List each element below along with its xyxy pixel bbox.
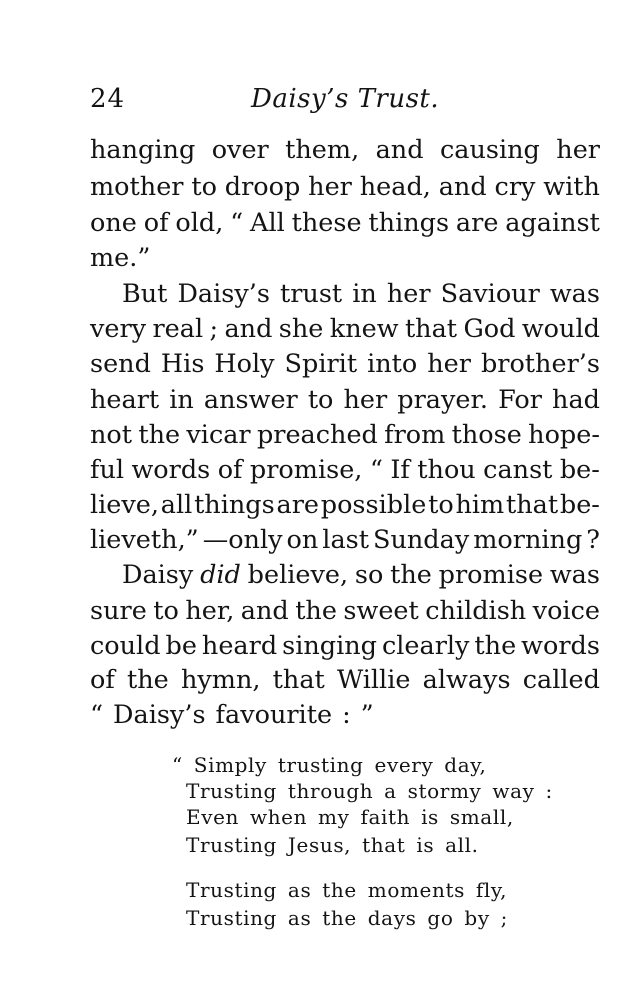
word: believe, (247, 560, 349, 590)
word: her (386, 279, 431, 309)
word: of (217, 455, 243, 485)
hymn-line: “ Simply trusting every day, (172, 753, 487, 777)
word: that (404, 314, 458, 344)
word: not (90, 420, 133, 450)
word: in (352, 279, 377, 309)
hymn-line: Even when my faith is small, (186, 805, 514, 829)
word: Holy (214, 349, 275, 379)
word: was (549, 279, 600, 309)
text-line (90, 240, 600, 276)
word: ; (209, 314, 219, 344)
word: childish (425, 596, 527, 626)
word: hymn, (180, 665, 261, 695)
word: things (368, 208, 450, 238)
word: and (438, 172, 487, 202)
word: always (422, 665, 511, 695)
word: Daisy (122, 560, 194, 590)
word: cry (494, 172, 536, 202)
word: sweet (343, 596, 419, 626)
word: But (122, 279, 168, 309)
word: For (498, 385, 542, 415)
word: that (506, 490, 559, 520)
word: hanging (90, 135, 196, 165)
word: ? (586, 525, 600, 555)
word: heart (90, 385, 160, 415)
word: called (522, 665, 600, 695)
word: of (143, 208, 169, 238)
word: brother’s (480, 349, 600, 379)
word: droop (224, 172, 301, 202)
word: from (384, 420, 446, 450)
word: hope- (528, 420, 600, 450)
word: lieveth,” (90, 525, 199, 555)
word: favourite (215, 700, 333, 730)
word: head, (359, 172, 431, 202)
word: “ (369, 455, 383, 485)
word: her (343, 385, 388, 415)
text-line (90, 132, 600, 168)
word: could (90, 631, 161, 661)
word: and (375, 135, 424, 165)
word: against (505, 208, 600, 238)
word: God (463, 314, 516, 344)
word: preached (256, 420, 378, 450)
hymn-line: Trusting through a stormy way : (186, 779, 553, 803)
word: old, (175, 208, 224, 238)
word: causing (439, 135, 540, 165)
word: those (451, 420, 522, 450)
word: ” (360, 700, 374, 730)
word: possible (320, 490, 427, 520)
word: singing (282, 631, 377, 661)
word: was (549, 560, 600, 590)
word: into (367, 349, 418, 379)
word: Sunday (372, 525, 470, 555)
word: —only (202, 525, 283, 555)
text-line (90, 346, 600, 382)
word: knew (329, 314, 399, 344)
text-line (90, 382, 600, 418)
word: to (153, 596, 179, 626)
word: be- (559, 455, 600, 485)
word: all (160, 490, 193, 520)
word: : (342, 700, 351, 730)
word: voice (532, 596, 600, 626)
word: would (521, 314, 600, 344)
word: the (390, 560, 432, 590)
word: him (455, 490, 505, 520)
word: vicar (186, 420, 251, 450)
word: over (211, 135, 269, 165)
word: the (295, 596, 337, 626)
word: things (194, 490, 275, 520)
running-title: Daisy’s Trust. (251, 84, 440, 114)
word: did (200, 560, 241, 590)
text-line (90, 697, 600, 733)
word: “ (90, 700, 104, 730)
word: be- (559, 490, 600, 520)
word: heard (201, 631, 278, 661)
word: in (169, 385, 194, 415)
word: her (427, 349, 471, 379)
word: she (278, 314, 324, 344)
text-line (90, 628, 600, 664)
word: His (160, 349, 205, 379)
word: be (165, 631, 197, 661)
text-line (122, 557, 600, 593)
page-header (90, 84, 600, 124)
word: one (90, 208, 137, 238)
text-line (90, 662, 600, 698)
word: to (191, 172, 217, 202)
word: and (224, 314, 273, 344)
word: and (240, 596, 289, 626)
word: promise (438, 560, 544, 590)
word: of (90, 665, 115, 695)
word: last (322, 525, 369, 555)
word: “ (230, 208, 244, 238)
word: send (90, 349, 151, 379)
page-number: 24 (90, 84, 126, 114)
word: that (272, 665, 325, 695)
word: clearly (381, 631, 470, 661)
word: to (428, 490, 454, 520)
text-line (90, 169, 600, 205)
word: answer (203, 385, 298, 415)
word: ful (90, 455, 125, 485)
hymn-line: Trusting as the days go by ; (186, 906, 509, 930)
word: thou (417, 455, 476, 485)
hymn-line: Trusting Jesus, that is all. (186, 833, 479, 857)
word: canst (483, 455, 553, 485)
text-line (90, 205, 600, 241)
word: the (126, 665, 169, 695)
word: If (390, 455, 410, 485)
word: the (474, 631, 517, 661)
word: Daisy’s (177, 279, 270, 309)
hymn-line: Trusting as the moments fly, (186, 878, 508, 902)
word: sure (90, 596, 147, 626)
word: her, (185, 596, 235, 626)
word: All (250, 208, 285, 238)
text-line (90, 593, 600, 629)
word: on (286, 525, 319, 555)
word: Spirit (284, 349, 358, 379)
word: mother (90, 172, 184, 202)
word: prayer. (397, 385, 489, 415)
word: so (354, 560, 384, 590)
word: trust (279, 279, 343, 309)
text-line (90, 417, 600, 453)
word: words (131, 455, 211, 485)
text-line (90, 452, 600, 488)
word: Saviour (440, 279, 540, 309)
text-line (90, 522, 600, 558)
word: are (276, 490, 319, 520)
word: Willie (336, 665, 411, 695)
word: are (455, 208, 499, 238)
text-line (90, 311, 600, 347)
word: the (138, 420, 181, 450)
text-line (122, 276, 600, 312)
word: to (307, 385, 334, 415)
word: had (552, 385, 600, 415)
word: Daisy’s (113, 700, 206, 730)
word: these (291, 208, 362, 238)
word: them, (285, 135, 360, 165)
word: me.” (90, 243, 151, 273)
word: very (90, 314, 147, 344)
word: her (308, 172, 352, 202)
word: with (543, 172, 600, 202)
word: promise, (249, 455, 363, 485)
word: morning (473, 525, 583, 555)
word: real (152, 314, 204, 344)
text-line (90, 487, 600, 523)
word: words (521, 631, 600, 661)
word: her (556, 135, 600, 165)
word: lieve, (90, 490, 160, 520)
